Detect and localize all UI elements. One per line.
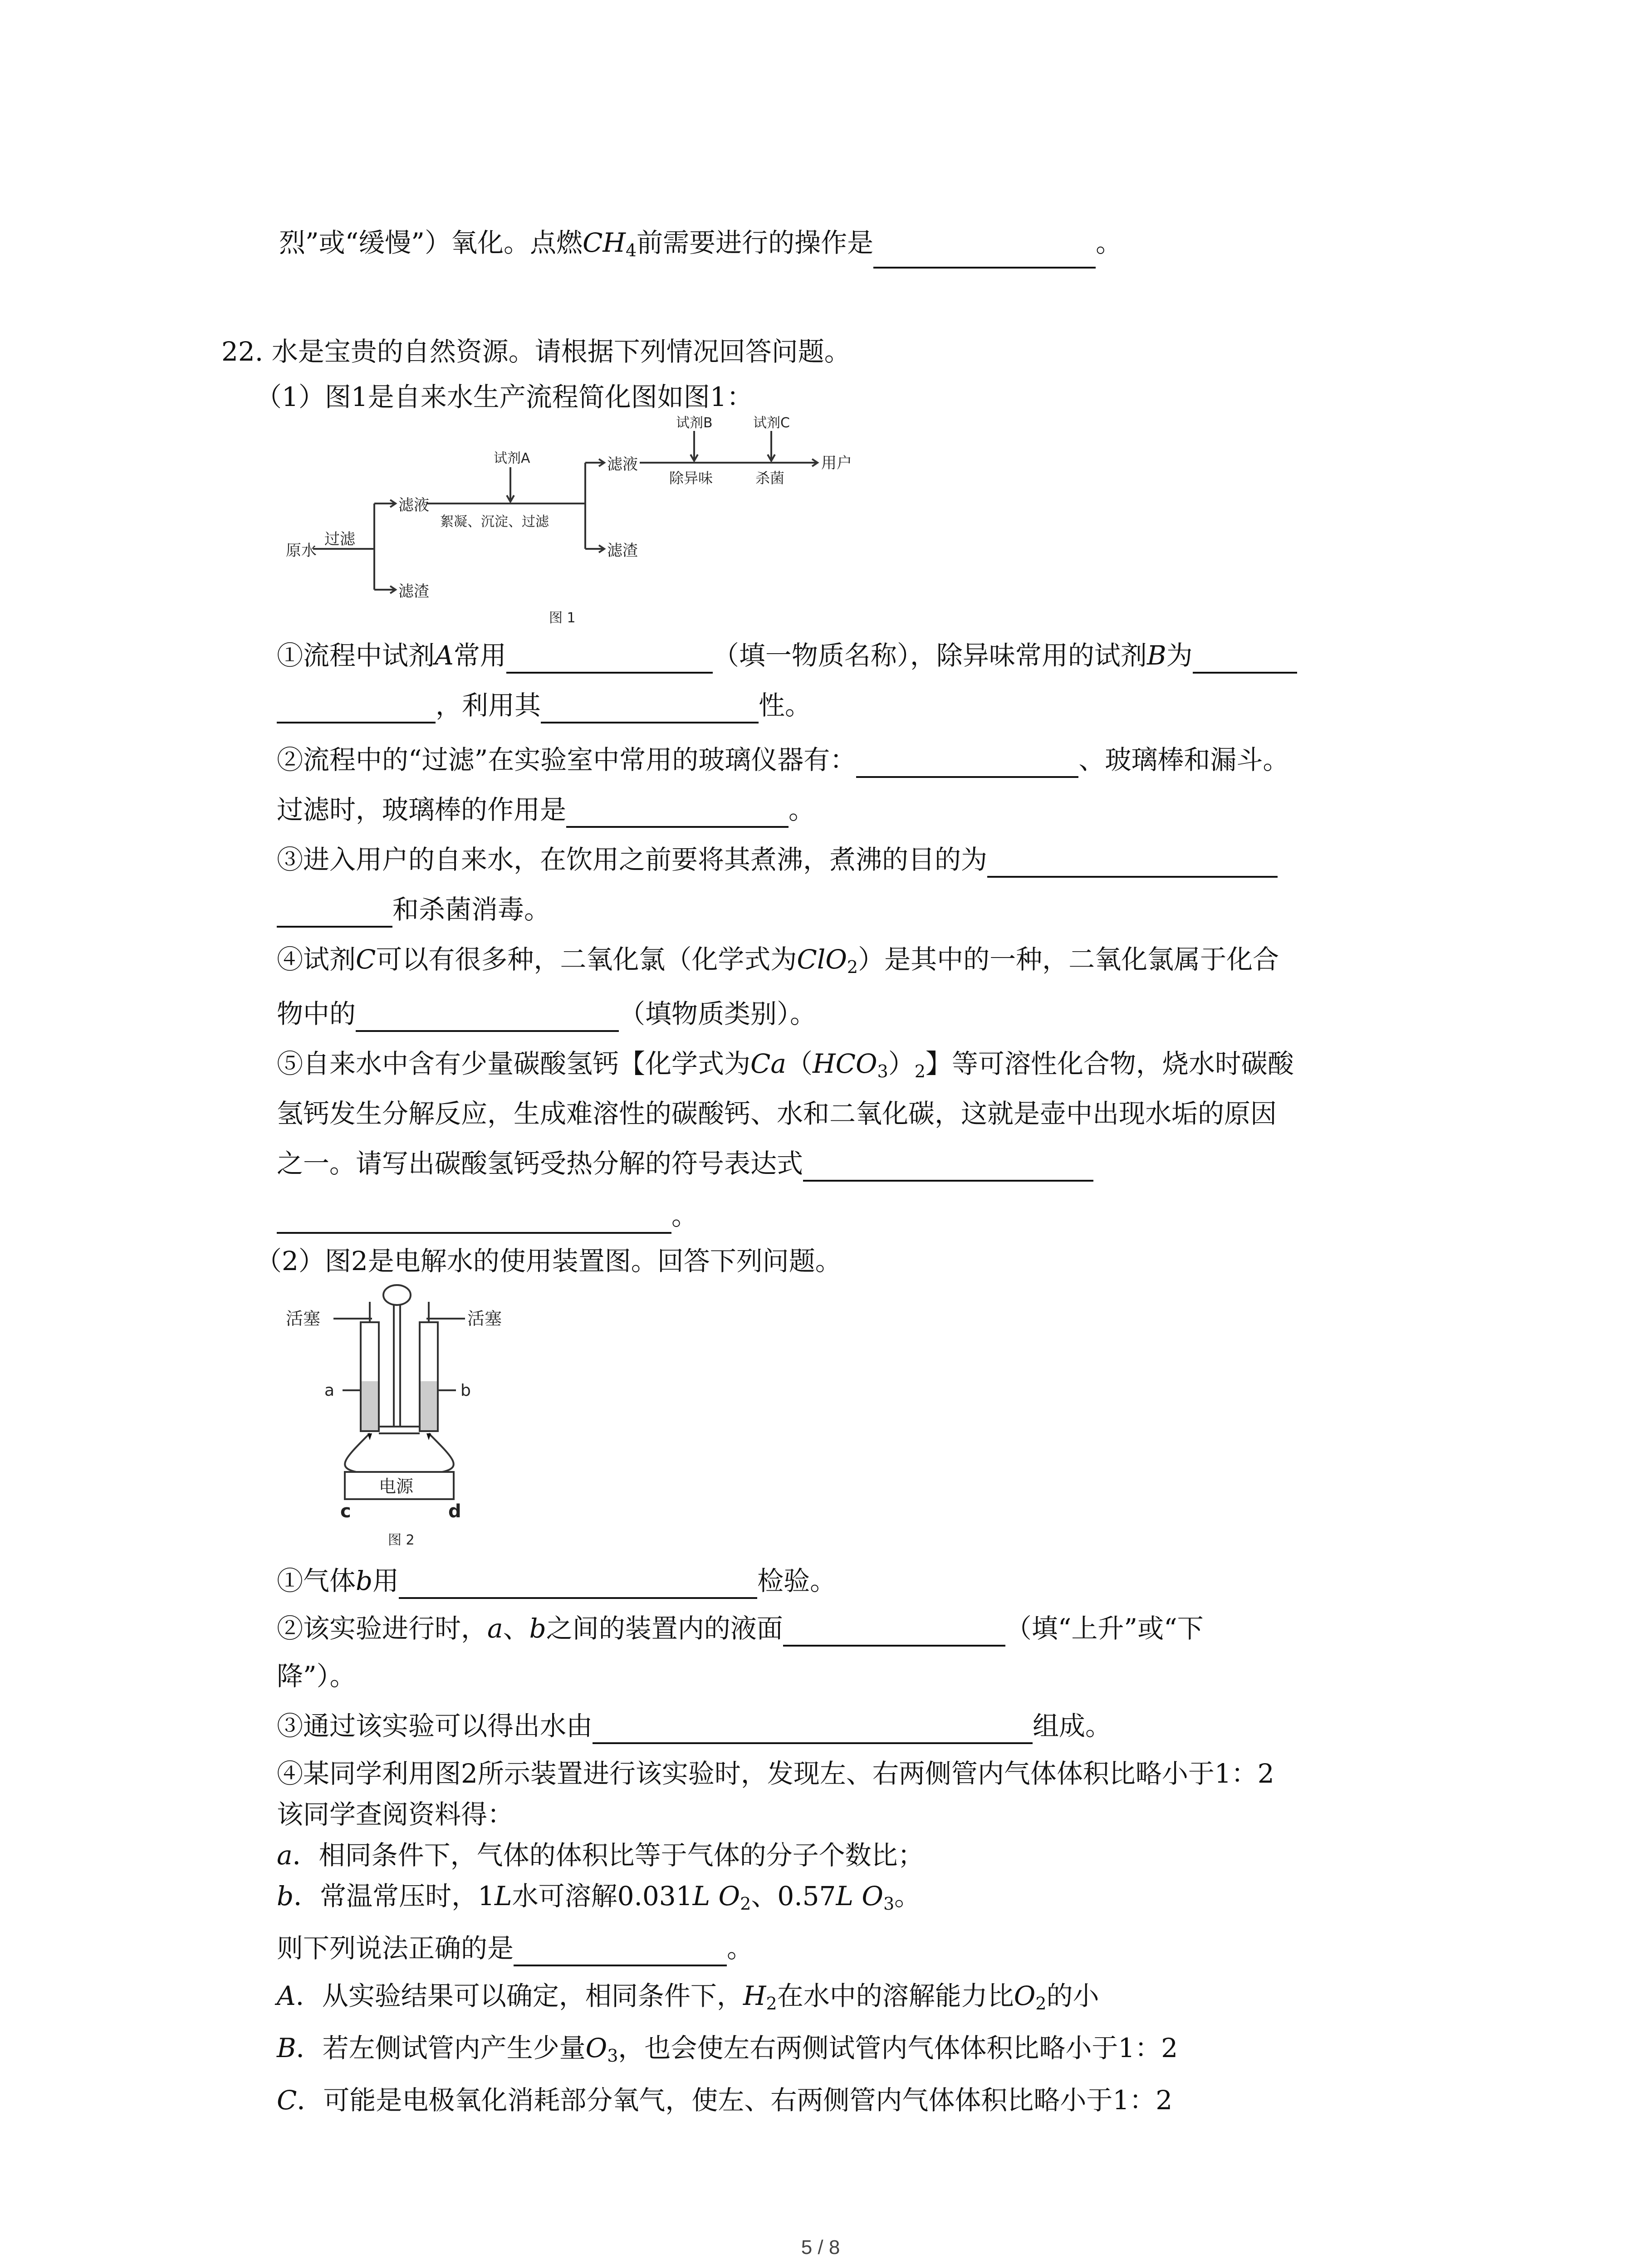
formula: Ca xyxy=(750,1048,786,1079)
text: 、 xyxy=(503,1613,529,1644)
answer-blank[interactable] xyxy=(514,1937,727,1966)
part2-title: （2）图2是电解水的使用装置图。回答下列问题。 xyxy=(255,1246,842,1276)
q2-4-line1: ④某同学利用图2所示装置进行该实验时，发现左、右两侧管内气体体积比略小于1：2 xyxy=(277,1758,1274,1789)
text: 、玻璃棒和漏斗。 xyxy=(1078,744,1289,775)
text: ）是其中的一种，二氧化氯属于化合 xyxy=(858,944,1279,975)
text: ③进入用户的自来水，在饮用之前要将其煮沸，煮沸的目的为 xyxy=(277,844,988,875)
text: 。 xyxy=(1096,227,1122,258)
formula: ClO xyxy=(797,944,847,975)
option-c[interactable] xyxy=(277,2082,1172,2118)
label-residue-2: 滤渣 xyxy=(607,542,638,560)
page-number: 5 / 8 xyxy=(801,2236,840,2258)
q2-4-info-a xyxy=(277,1837,924,1873)
question-number: 22. xyxy=(221,336,264,367)
answer-blank[interactable] xyxy=(803,1153,1093,1182)
text: 之间的装置内的液面 xyxy=(546,1613,783,1644)
text: 为 xyxy=(1166,640,1193,671)
subscript: 2 xyxy=(1035,1994,1047,2014)
label-user: 用户 xyxy=(821,454,852,472)
text: ．相同条件下，气体的体积比等于气体的分子个数比； xyxy=(292,1840,924,1871)
text: 常用 xyxy=(453,640,506,671)
answer-blank[interactable] xyxy=(506,645,713,674)
answer-blank[interactable] xyxy=(1193,645,1297,674)
figure-2-caption: 图 2 xyxy=(388,1532,415,1548)
q2-4-line2: 该同学查阅资料得： xyxy=(277,1799,514,1830)
text: 物中的 xyxy=(277,998,356,1029)
subscript: 2 xyxy=(914,1061,926,1081)
formula: L O xyxy=(836,1881,883,1911)
text: 、0.57 xyxy=(751,1881,836,1911)
label-a: a xyxy=(324,1381,335,1400)
text: ．常温常压时，1 xyxy=(294,1881,495,1911)
label-c: c xyxy=(340,1501,351,1522)
var: b xyxy=(277,1881,294,1911)
option-letter: B xyxy=(277,2033,296,2063)
answer-blank[interactable] xyxy=(856,749,1078,778)
label-reagent-a: 试剂A xyxy=(494,450,530,466)
answer-blank[interactable] xyxy=(277,1205,671,1234)
text: ．若左侧试管内产生少量 xyxy=(296,2033,586,2063)
label-stopcock-right: 活塞 xyxy=(467,1309,502,1329)
var: B xyxy=(1146,640,1166,671)
q1-1-line1 xyxy=(277,637,1297,674)
q1-4-line1 xyxy=(277,941,1279,985)
left-tube-liquid xyxy=(362,1381,378,1430)
var: a xyxy=(277,1840,293,1871)
label-reagent-c: 试剂C xyxy=(753,415,790,431)
subscript: 3 xyxy=(883,1894,895,1914)
q2-2-line2: 降”）。 xyxy=(277,1661,356,1691)
q1-4-line2 xyxy=(277,996,816,1032)
q2-2-line1 xyxy=(277,1610,1204,1647)
unit: L xyxy=(495,1881,512,1911)
text: 检验。 xyxy=(757,1565,837,1596)
right-tube-liquid xyxy=(421,1381,437,1430)
water-treatment-flowchart xyxy=(277,413,912,631)
label-filtrate-1: 滤液 xyxy=(398,496,429,514)
q1-5-line3 xyxy=(277,1145,1093,1182)
subscript: 3 xyxy=(877,1061,888,1081)
figure-1-caption: 图 1 xyxy=(549,610,576,626)
formula: O xyxy=(585,2033,607,2063)
label-power-supply: 电源 xyxy=(379,1476,414,1496)
text: ④试剂 xyxy=(277,944,356,975)
text: 。 xyxy=(894,1881,921,1911)
text: 用 xyxy=(372,1565,399,1596)
option-a[interactable] xyxy=(277,1978,1099,2022)
formula: CH xyxy=(582,227,626,258)
text: ②流程中的“过滤”在实验室中常用的玻璃仪器有： xyxy=(277,744,857,775)
text: 。 xyxy=(727,1933,754,1964)
text: （填一物质名称），除异味常用的试剂 xyxy=(712,640,1147,671)
text: 可以有很多种，二氧化氯（化学式为 xyxy=(376,944,797,975)
label-raw-water: 原水 xyxy=(286,542,317,560)
subscript: 4 xyxy=(625,240,637,260)
q2-3-line xyxy=(277,1708,1112,1744)
text: （填“上升”或“下 xyxy=(1005,1613,1204,1644)
text: ⑤自来水中含有少量碳酸氢钙【化学式为 xyxy=(277,1048,751,1079)
q1-5-line4 xyxy=(277,1198,698,1234)
text: 性。 xyxy=(759,690,812,721)
formula: H xyxy=(743,1980,766,2011)
label-stopcock-left: 活塞 xyxy=(286,1309,321,1329)
q2-1-line xyxy=(277,1563,836,1599)
text: 和杀菌消毒。 xyxy=(392,894,551,925)
answer-blank[interactable] xyxy=(566,799,789,828)
text: 过滤时，玻璃棒的作用是 xyxy=(277,794,567,825)
formula: HCO xyxy=(813,1048,877,1079)
option-letter: A xyxy=(277,1980,296,2011)
answer-blank[interactable] xyxy=(593,1715,1033,1744)
text: 前需要进行的操作是 xyxy=(637,227,874,258)
var: C xyxy=(356,944,376,975)
subscript: 3 xyxy=(607,2046,618,2066)
formula: O xyxy=(1014,1980,1036,2011)
part1-title: （1）图1是自来水生产流程简化图如图1： xyxy=(255,381,753,412)
var: a xyxy=(487,1613,503,1644)
text: 】等可溶性化合物，烧水时碳酸 xyxy=(925,1048,1294,1079)
text: 烈”或“缓慢”）氧化。点燃 xyxy=(279,227,583,258)
q2-4-info-b xyxy=(277,1878,921,1922)
text: ①流程中试剂 xyxy=(277,640,435,671)
q1-3-line2 xyxy=(277,891,550,928)
answer-blank[interactable] xyxy=(277,694,436,723)
answer-blank[interactable] xyxy=(541,694,759,723)
text: ．可能是电极氧化消耗部分氧气，使左、右两侧管内气体体积比略小于1：2 xyxy=(297,2085,1173,2116)
question-text: 水是宝贵的自然资源。请根据下列情况回答问题。 xyxy=(271,336,851,367)
q1-5-line2: 氢钙发生分解反应，生成难溶性的碳酸钙、水和二氧化碳，这就是壶中出现水垢的原因 xyxy=(277,1098,1277,1129)
text: （填物质类别）。 xyxy=(619,998,817,1029)
label-b: b xyxy=(460,1381,471,1400)
label-process: 絮凝、沉淀、过滤 xyxy=(440,514,549,530)
var: b xyxy=(356,1565,373,1596)
text: ③通过该实验可以得出水由 xyxy=(277,1711,593,1741)
text: 之一。请写出碳酸氢钙受热分解的符号表达式 xyxy=(277,1148,803,1179)
subscript: 2 xyxy=(740,1894,751,1914)
formula: L O xyxy=(692,1881,740,1911)
text: ①气体 xyxy=(277,1565,356,1596)
answer-blank[interactable] xyxy=(399,1570,757,1599)
label-deodor: 除异味 xyxy=(669,469,713,487)
answer-blank[interactable] xyxy=(783,1618,1005,1647)
answer-blank[interactable] xyxy=(873,240,1096,269)
q1-2-line2 xyxy=(277,792,815,828)
text: 。 xyxy=(789,794,815,825)
text: （ xyxy=(786,1048,813,1079)
text: 在水中的溶解能力比 xyxy=(777,1980,1014,2011)
option-b[interactable] xyxy=(277,2030,1178,2074)
text: ，利用其 xyxy=(436,690,541,721)
subscript: 2 xyxy=(766,1994,777,2014)
question-22-stem xyxy=(221,333,851,370)
text: 组成。 xyxy=(1033,1711,1112,1741)
label-d: d xyxy=(448,1501,461,1522)
label-sterilize: 杀菌 xyxy=(755,469,785,487)
text: 则下列说法正确的是 xyxy=(277,1933,514,1964)
q2-4-ask xyxy=(277,1930,753,1966)
label-residue-1: 滤渣 xyxy=(398,582,429,601)
text: 的小 xyxy=(1046,1980,1099,2011)
continuation-line xyxy=(279,225,1122,269)
label-filtrate-2: 滤液 xyxy=(607,455,638,474)
q1-5-line1 xyxy=(277,1046,1294,1090)
q1-1-line2 xyxy=(277,687,811,723)
text: ） xyxy=(888,1048,915,1079)
label-reagent-b: 试剂B xyxy=(676,415,713,431)
var: A xyxy=(435,640,454,671)
text: 水可溶解0.031 xyxy=(512,1881,693,1911)
answer-blank[interactable] xyxy=(277,899,392,928)
answer-blank[interactable] xyxy=(987,849,1278,878)
q1-2-line1 xyxy=(277,742,1289,778)
text: ．从实验结果可以确定，相同条件下， xyxy=(295,1980,743,2011)
text: ②该实验进行时， xyxy=(277,1613,488,1644)
label-filter: 过滤 xyxy=(324,530,355,548)
text: ，也会使左右两侧试管内气体体积比略小于1：2 xyxy=(618,2033,1178,2063)
subscript: 2 xyxy=(847,957,858,977)
var: b xyxy=(529,1613,546,1644)
option-letter: C xyxy=(277,2085,297,2116)
answer-blank[interactable] xyxy=(356,1003,619,1032)
electrolysis-apparatus-diagram xyxy=(277,1277,531,1549)
text: 。 xyxy=(671,1200,698,1231)
q1-3-line1 xyxy=(277,841,1278,878)
